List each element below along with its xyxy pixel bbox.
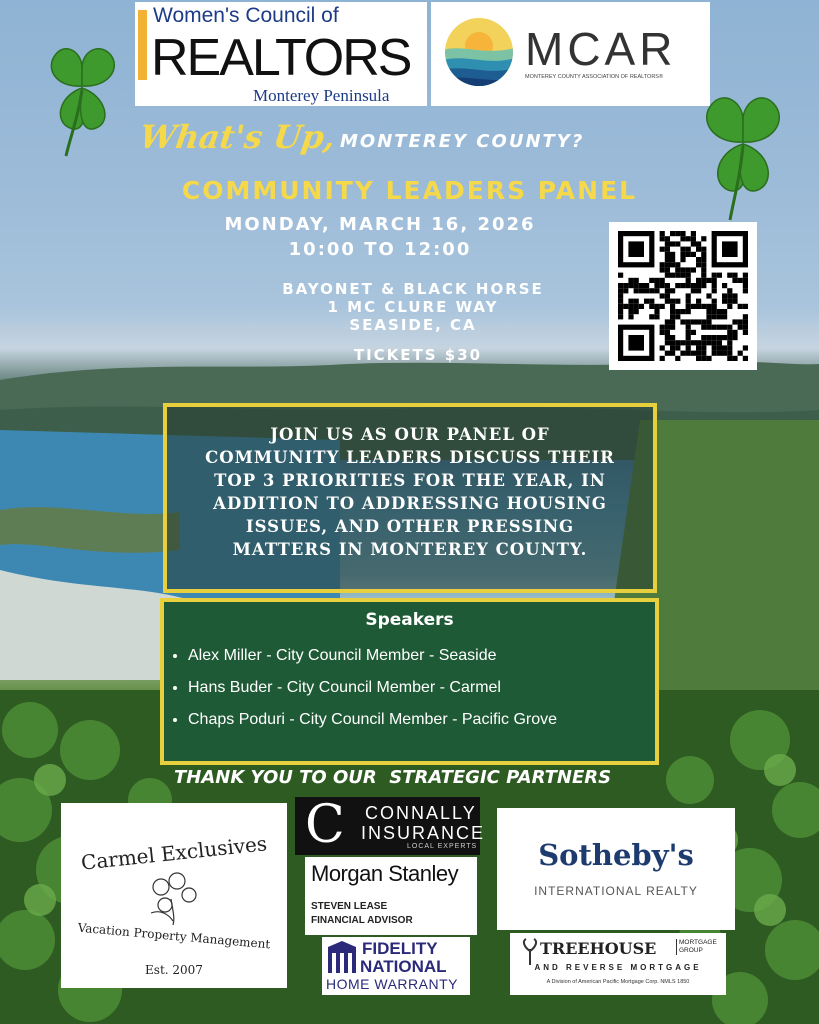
womens-council-logo (135, 2, 427, 106)
event-address: 1 MC CLURE WAY (327, 298, 499, 316)
sothebys-logo (497, 808, 735, 930)
morgan-name: Morgan Stanley (311, 861, 459, 886)
speaker-item: • Hans Buder - City Council Member - Carmel (188, 672, 557, 704)
treehouse-group1: MORTGAGE (679, 939, 717, 946)
speaker-item: • Alex Miller - City Council Member - Seaside (188, 640, 557, 672)
mcar-tagline: MONTEREY COUNTY ASSOCIATION OF REALTORS® (525, 74, 664, 80)
event-tickets: TICKETS $30 (353, 346, 483, 364)
connally-insurance-logo (295, 795, 486, 855)
event-city: SEASIDE, CA (349, 316, 477, 334)
fidelity-line2: NATIONAL (360, 957, 447, 976)
description-line: ADDITION TO ADDRESSING HOUSING (213, 494, 607, 513)
orchid-icon (141, 869, 205, 925)
speakers-heading: Speakers (365, 610, 454, 630)
logo-line3: Monterey Peninsula (253, 86, 390, 105)
qr-code-icon[interactable] (609, 222, 757, 370)
event-date: MONDAY, MARCH 16, 2026 (224, 214, 536, 235)
description-line: MATTERS IN MONTEREY COUNTY. (232, 540, 588, 559)
wave-sun-icon (443, 16, 515, 88)
treehouse-group2: GROUP (679, 947, 703, 954)
fidelity-national-logo (322, 937, 470, 995)
connally-line1: CONNALLY (365, 803, 477, 823)
sothebys-sub: INTERNATIONAL REALTY (534, 884, 698, 898)
morgan-stanley-logo (305, 857, 477, 935)
description-line: TOP 3 PRIORITIES FOR THE YEAR, IN (214, 471, 606, 490)
headline-script: What's Up, (137, 118, 338, 156)
logo-line1: Women's Council of (153, 4, 339, 27)
logo-line2: REALTORS (151, 29, 411, 87)
treehouse-logo (510, 933, 726, 995)
headline-rest: MONTEREY COUNTY? (340, 131, 585, 152)
speakers-box (160, 598, 659, 765)
fidelity-line3: HOME WARRANTY (326, 976, 458, 992)
event-title: COMMUNITY LEADERS PANEL (181, 176, 638, 205)
speaker-item: • Chaps Poduri - City Council Member - Pacific Grove (188, 704, 557, 736)
event-venue: BAYONET & BLACK HORSE (282, 280, 544, 298)
treehouse-fine: A Division of American Pacific Mortgage Corp. NMLS 1850 (546, 979, 690, 985)
mcar-name: MCAR (525, 23, 677, 75)
event-time: 10:00 TO 12:00 (288, 239, 472, 260)
flag-icon (326, 941, 358, 975)
sothebys-name: Sotheby's (538, 838, 694, 872)
fidelity-line1: FIDELITY (362, 939, 438, 958)
carmel-exclusives-logo (61, 803, 287, 988)
carmel-line1: Carmel Exclusives (79, 831, 269, 875)
description-line: COMMUNITY LEADERS DISCUSS THEIR (205, 448, 615, 467)
description-box (163, 403, 657, 593)
mcar-logo (431, 2, 710, 106)
connally-tag: LOCAL EXPERTS (407, 843, 478, 850)
carmel-line2: Vacation Property Management (77, 920, 271, 952)
description-line: JOIN US AS OUR PANEL OF (270, 425, 550, 444)
morgan-person: STEVEN LEASE (311, 901, 388, 912)
carmel-est: Est. 2007 (145, 963, 203, 977)
connally-line2: INSURANCE (361, 823, 486, 843)
connally-letter: C (305, 795, 345, 855)
partners-heading: THANK YOU TO OUR STRATEGIC PARTNERS (174, 767, 612, 788)
description-line: ISSUES, AND OTHER PRESSING (245, 517, 575, 536)
treehouse-sub: AND REVERSE MORTGAGE (534, 963, 702, 972)
treehouse-name: TREEHOUSE (540, 939, 657, 958)
morgan-role: FINANCIAL ADVISOR (311, 915, 413, 926)
shamrock-icon (36, 38, 128, 158)
